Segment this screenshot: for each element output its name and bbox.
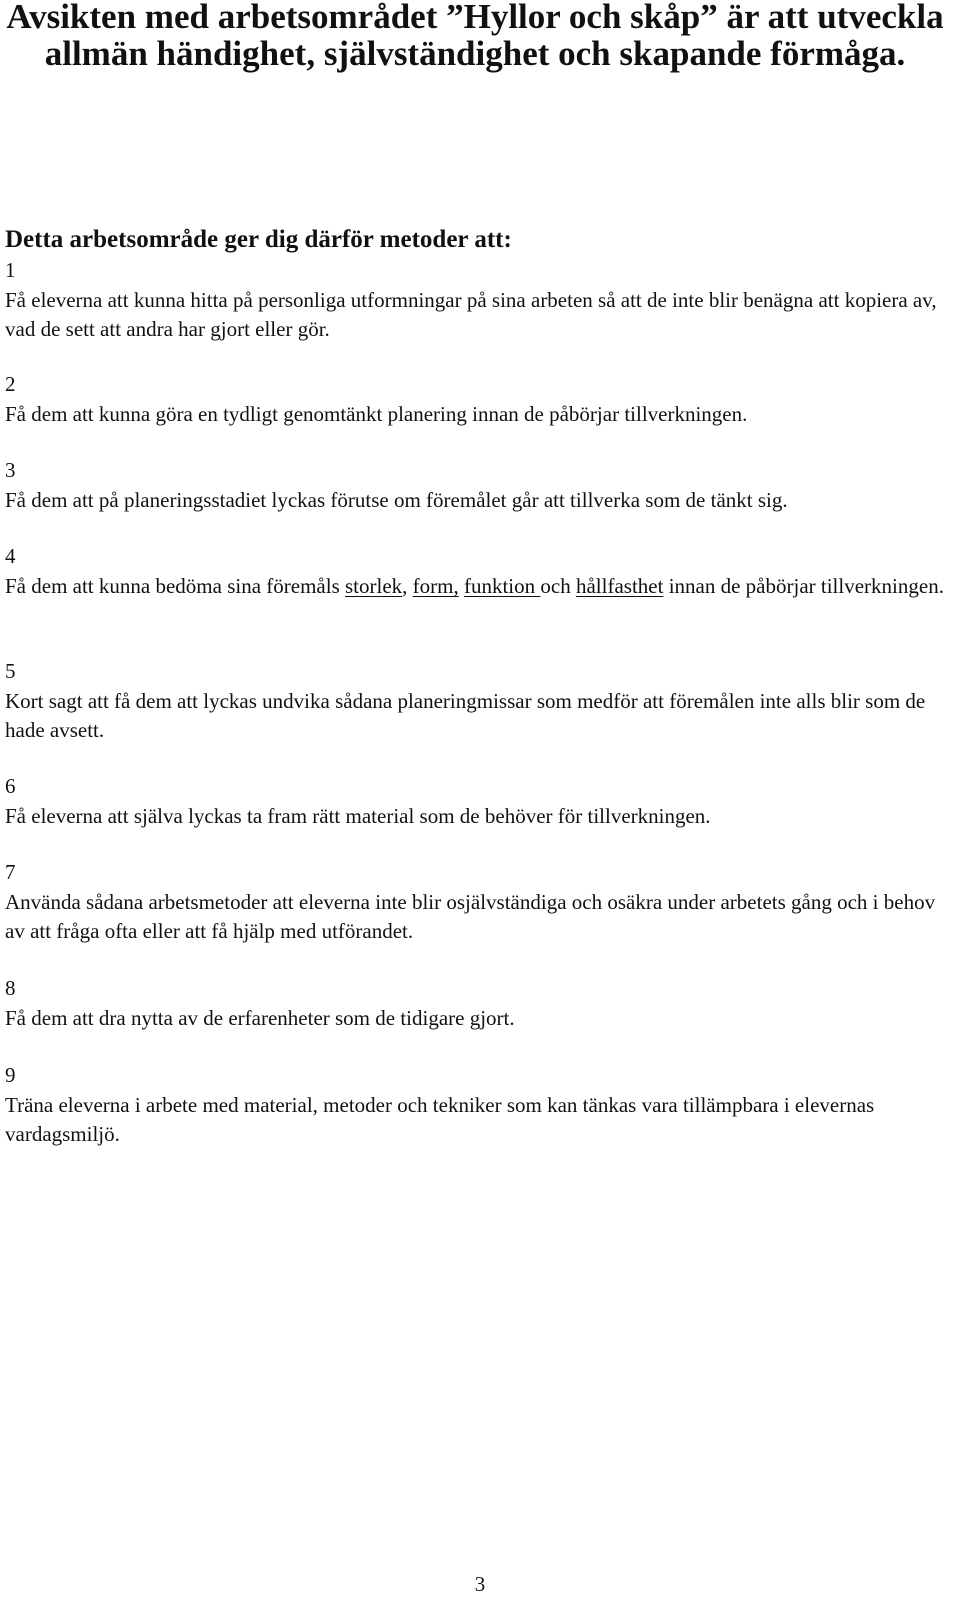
item-text: Få eleverna att kunna hitta på personliga utformningar på sina arbeten så att de inte blir benägna att kopiera av, vad de sett att andra har gjort eller gör.	[5, 288, 937, 341]
page-number: 3	[474, 1572, 486, 1596]
item-text: Få eleverna att själva lyckas ta fram rätt material som de behöver för tillverkningen.	[5, 804, 711, 828]
separator: och	[540, 574, 576, 598]
item-text	[5, 572, 945, 601]
list-item-8	[5, 975, 945, 1033]
list-item-2	[5, 371, 945, 429]
storlek-link[interactable]: storlek	[345, 574, 403, 598]
item-text: Träna eleverna i arbete med material, metoder och tekniker som kan tänkas vara tillämpbara i elevernas vardagsmiljö.	[5, 1093, 875, 1146]
item-text-after: innan de påbörjar tillverkningen.	[663, 574, 944, 598]
document-title: Avsikten med arbetsområdet ”Hyllor och skåp” är att utveckla allmän händighet, självständighet och skapande förmåga.	[6, 0, 944, 73]
form-link[interactable]: form,	[412, 574, 459, 598]
item-number: 4	[5, 544, 16, 568]
separator: ,	[402, 574, 413, 598]
item-number: 1	[5, 258, 16, 282]
list-item-4	[5, 543, 945, 601]
list-item-5	[5, 658, 945, 745]
intro-heading: Detta arbetsområde ger dig därför metoder att:	[5, 226, 512, 253]
item-text: Få dem att dra nytta av de erfarenheter som de tidigare gjort.	[5, 1006, 515, 1030]
hallfasthet-link[interactable]: hållfasthet	[575, 574, 664, 598]
list-item-7	[5, 859, 945, 946]
item-number: 5	[5, 659, 16, 683]
list-item-1	[5, 257, 945, 344]
item-text: Få dem att på planeringsstadiet lyckas förutse om föremålet går att tillverka som de tänkt sig.	[5, 488, 788, 512]
item-number: 7	[5, 860, 16, 884]
list-item-6	[5, 773, 945, 831]
item-number: 9	[5, 1063, 16, 1087]
item-number: 2	[5, 372, 16, 396]
item-number: 6	[5, 774, 16, 798]
item-text: Använda sådana arbetsmetoder att eleverna inte blir osjälvständiga och osäkra under arbetets gång och i behov av att fråga ofta eller att få hjälp med utförandet.	[5, 890, 936, 943]
item-number: 3	[5, 458, 16, 482]
list-item-3	[5, 457, 945, 515]
item-text: Kort sagt att få dem att lyckas undvika sådana planeringmissar som medför att föremålen inte alls blir som de hade avsett.	[5, 689, 926, 742]
item-text-before: Få dem att kunna bedöma sina föremåls	[5, 574, 345, 598]
item-text: Få dem att kunna göra en tydligt genomtänkt planering innan de påbörjar tillverkningen.	[5, 402, 748, 426]
funktion-link[interactable]: funktion	[463, 574, 541, 598]
list-item-9	[5, 1062, 945, 1149]
item-number: 8	[5, 976, 16, 1000]
